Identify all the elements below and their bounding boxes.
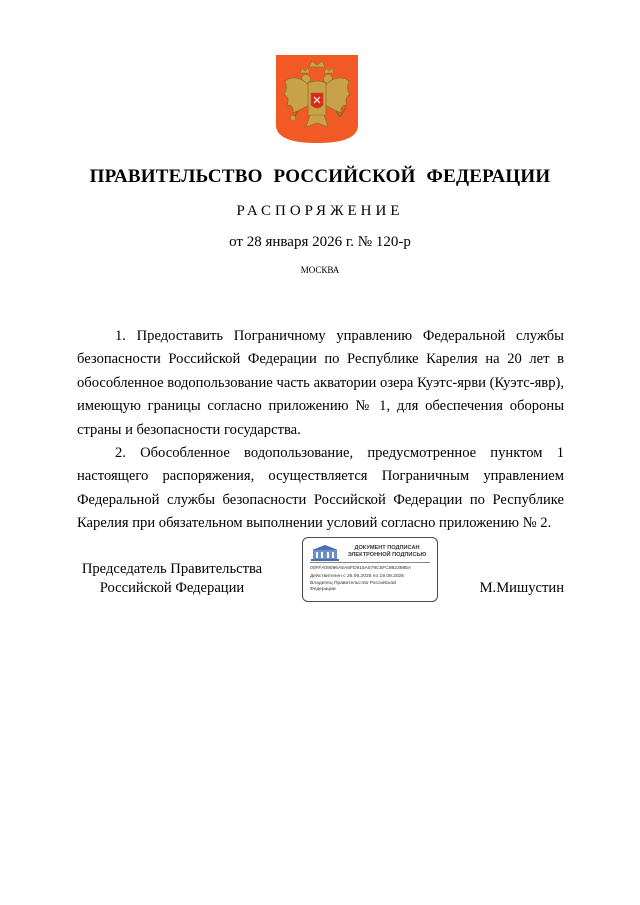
stamp-certificate: 00FFA09096A5A6FD915A579C5FC9823985A — [310, 566, 412, 571]
document-date-number: от 28 января 2026 г. № 120-р — [229, 234, 411, 250]
signatory-position — [77, 560, 267, 598]
stamp-heading-line2: ЭЛЕКТРОННОЙ ПОДПИСЬЮ — [347, 552, 427, 558]
document-body — [77, 325, 564, 536]
stamp-owner-line1: Владелец Правительство Российской — [310, 581, 396, 586]
document-type: РАСПОРЯЖЕНИЕ — [236, 203, 404, 219]
stamp-owner-line2: Федерации — [310, 587, 336, 592]
signatory-position-line1: Председатель Правительства — [81, 561, 263, 577]
coat-of-arms-icon — [276, 55, 358, 143]
signatory-position-line2: Российской Федерации — [99, 580, 245, 596]
coat-of-arms — [276, 55, 358, 143]
stamp-heading — [341, 545, 433, 559]
signatory-name: М.Мишустин — [479, 580, 564, 596]
electronic-signature-stamp — [302, 537, 438, 602]
paragraph-1: 1. Предоставить Пограничному управлению Федеральной службы безопасности Российской Федерации по Республике Карелия на 20 лет в обособленное водопользование часть акватории озера Куэтс-ярви (Куэтс-явр), имеющую границы согласно приложению № 1, для обеспечения обороны страны и безопасности государства. — [77, 328, 564, 438]
stamp-divider — [310, 562, 430, 563]
stamp-validity: Действителен с 26.06.2025 по 19.09.2026 — [310, 574, 404, 579]
city: МОСКВА — [300, 265, 340, 275]
paragraph-2: 2. Обособленное водопользование, предусмотренное пунктом 1 настоящего распоряжения, осуществляется Пограничным управлением Федеральной службы безопасности Российской Федерации по Республике Карелия при обязательном выполнении условий согласно приложению № 2. — [77, 445, 564, 532]
stamp-heading-line1: ДОКУМЕНТ ПОДПИСАН — [354, 545, 420, 551]
government-title: ПРАВИТЕЛЬСТВО РОССИЙСКОЙ ФЕДЕРАЦИИ — [89, 166, 551, 187]
government-building-icon — [310, 544, 340, 562]
